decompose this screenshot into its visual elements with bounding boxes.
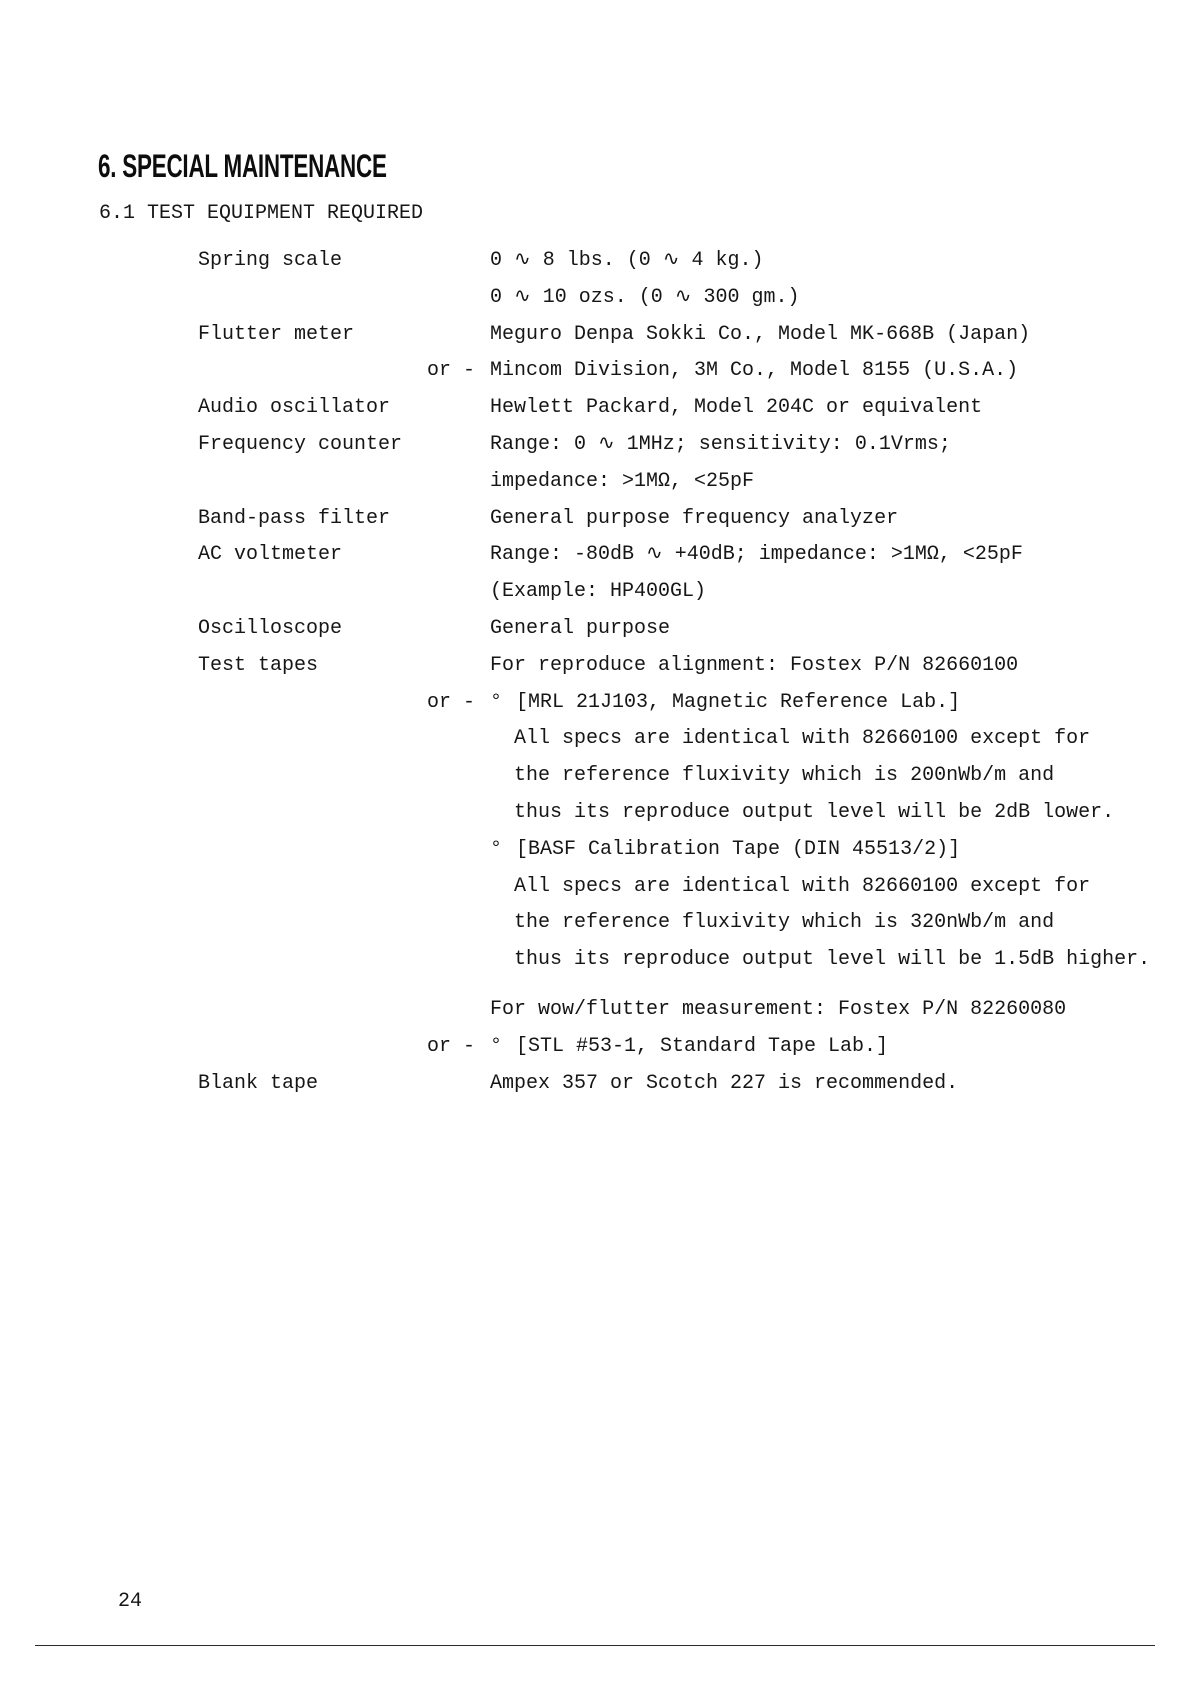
equipment-name: Flutter meter (198, 322, 355, 346)
equipment-name: Frequency counter (198, 432, 403, 456)
equipment-row (0, 832, 1190, 869)
spec-note: the reference fluxivity which is 200nWb/m and (514, 764, 1055, 788)
spec-note: All specs are identical with 82660100 except for (514, 727, 1091, 751)
spec-text: Hewlett Packard, Model 204C or equivalent (490, 396, 983, 420)
equipment-row (0, 795, 1190, 832)
equipment-row (0, 611, 1190, 648)
equipment-row (0, 390, 1190, 427)
equipment-row (0, 992, 1190, 1029)
spec-text: impedance: >1MΩ, <25pF (490, 469, 755, 493)
equipment-row (0, 501, 1190, 538)
spec-text: (Example: HP400GL) (490, 580, 707, 604)
spec-text: Meguro Denpa Sokki Co., Model MK-668B (Japan) (490, 322, 1031, 346)
spec-text: [STL #53-1, Standard Tape Lab.] (516, 1034, 889, 1058)
equipment-row (0, 317, 1190, 354)
spec-note: the reference fluxivity which is 320nWb/m and (514, 911, 1055, 935)
equipment-row (0, 1029, 1190, 1066)
equipment-name: Oscilloscope (198, 616, 343, 640)
alternative-marker: or - (427, 690, 476, 714)
equipment-row (0, 758, 1190, 795)
spec-text: General purpose frequency analyzer (490, 506, 899, 530)
bullet-marker: ° (490, 1034, 503, 1058)
equipment-row (0, 869, 1190, 906)
bullet-marker: ° (490, 837, 503, 861)
equipment-name: Spring scale (198, 249, 343, 272)
spec-note: thus its reproduce output level will be 2dB lower. (514, 800, 1115, 824)
equipment-row (0, 721, 1190, 758)
equipment-row (0, 685, 1190, 722)
footer-rule (35, 1645, 1155, 1646)
equipment-name: Band-pass filter (198, 506, 391, 530)
alternative-marker: or - (427, 1034, 476, 1058)
spec-text: [BASF Calibration Tape (DIN 45513/2)] (516, 837, 961, 861)
spec-text: Range: -80dB ∿ +40dB; impedance: >1MΩ, <25pF (490, 543, 1023, 567)
spec-text: General purpose (490, 616, 671, 640)
page-number: 24 (118, 1590, 143, 1613)
equipment-row (0, 1066, 1190, 1103)
spec-text: For wow/flutter measurement: Fostex P/N 82260080 (490, 997, 1067, 1021)
spec-text: Mincom Division, 3M Co., Model 8155 (U.S.A.) (490, 359, 1019, 383)
equipment-row (0, 243, 1190, 280)
equipment-name: AC voltmeter (198, 543, 343, 567)
equipment-row (0, 427, 1190, 464)
equipment-row (0, 280, 1190, 317)
spec-text: For reproduce alignment: Fostex P/N 82660100 (490, 653, 1019, 677)
spec-text: Range: 0 ∿ 1MHz; sensitivity: 0.1Vrms; (490, 432, 951, 456)
spec-text: 0 ∿ 10 ozs. (0 ∿ 300 gm.) (490, 285, 800, 309)
spec-text: 0 ∿ 8 lbs. (0 ∿ 4 kg.) (490, 249, 764, 272)
equipment-row (0, 574, 1190, 611)
spec-text: Ampex 357 or Scotch 227 is recommended. (490, 1071, 959, 1095)
equipment-row (0, 464, 1190, 501)
equipment-row (0, 905, 1190, 942)
spec-note: thus its reproduce output level will be 1.5dB higher. (514, 948, 1151, 972)
test-equipment-list (0, 243, 1190, 1102)
equipment-name: Blank tape (198, 1071, 319, 1095)
section-title: 6. SPECIAL MAINTENANCE (98, 148, 387, 184)
spec-text: [MRL 21J103, Magnetic Reference Lab.] (516, 690, 961, 714)
bullet-marker: ° (490, 690, 503, 714)
spec-note: All specs are identical with 82660100 except for (514, 874, 1091, 898)
subsection-title: 6.1 TEST EQUIPMENT REQUIRED (99, 202, 424, 225)
equipment-row (0, 353, 1190, 390)
equipment-row (0, 942, 1190, 979)
alternative-marker: or - (427, 359, 476, 383)
equipment-row (0, 648, 1190, 685)
equipment-name: Test tapes (198, 653, 319, 677)
equipment-name: Audio oscillator (198, 396, 391, 420)
equipment-row (0, 537, 1190, 574)
